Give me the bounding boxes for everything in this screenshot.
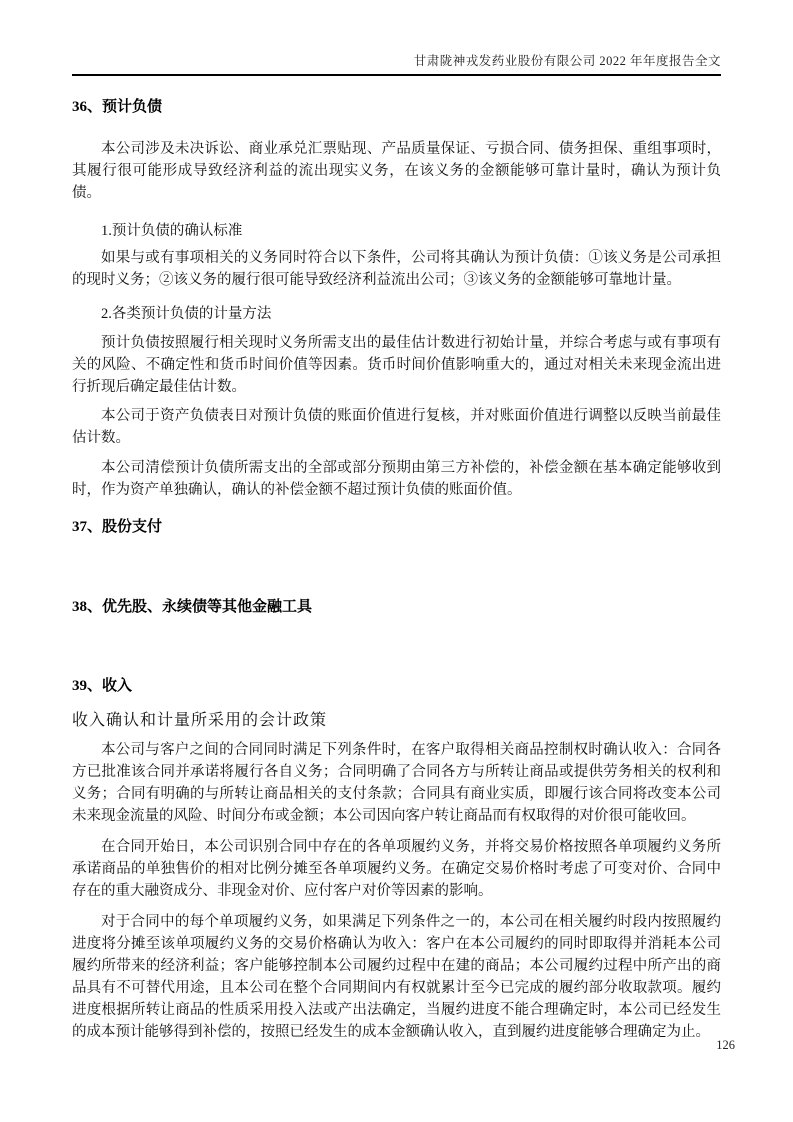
section-36-paragraph-2: 如果与或有事项相关的义务同时符合以下条件，公司将其确认为预计负债：①该义务是公司承担的现时义务；②该义务的履行很可能导致经济利益流出公司；③该义务的金额能够可靠地计量。 <box>72 250 721 288</box>
page-header <box>72 0 721 76</box>
section-36-item-1-label: 1.预计负债的确认标准 <box>101 223 243 239</box>
section-36-paragraph-3: 预计负债按照履行相关现时义务所需支出的最佳估计数进行初始计量，并综合考虑与或有事项有关的风险、不确定性和货币时间价值等因素。货币时间价值影响重大的，通过对相关未来现金流出进行折现后确定最佳估计数。 <box>72 335 721 395</box>
section-37-heading: 37、股份支付 <box>72 519 163 535</box>
page-content <box>72 97 721 1043</box>
section-36-paragraph-1: 本公司涉及未决诉讼、商业承兑汇票贴现、产品质量保证、亏损合同、债务担保、重组事项时，其履行很可能形成导致经济利益的流出现实义务，在该义务的金额能够可靠计量时，确认为预计负债。 <box>72 141 721 201</box>
page-number: 126 <box>716 1038 735 1052</box>
page-footer <box>716 1038 735 1053</box>
section-38-heading: 38、优先股、永续债等其他金融工具 <box>72 599 313 615</box>
section-39-paragraph-3: 对于合同中的每个单项履约义务，如果满足下列条件之一的，本公司在相关履约时段内按照履约进度将分摊至该单项履约义务的交易价格确认为收入：客户在本公司履约的同时即取得并消耗本公司履约所带来的经济利益；客户能够控制本公司履约过程中在建的商品；本公司履约过程中所产出的商品具有不可替代用途，且本公司在整个合同期间内有权就累计至今已完成的履约部分收取款项。履约进度根据所转让商品的性质采用投入法或产出法确定，当履约进度不能合理确定时，本公司已经发生的成本预计能够得到补偿的，按照已经发生的成本金额确认收入，直到履约进度能够合理确定为止。 <box>72 914 721 1040</box>
section-36-item-2-label: 2.各类预计负债的计量方法 <box>101 306 272 322</box>
section-39-heading: 39、收入 <box>72 678 133 694</box>
section-39-paragraph-2: 在合同开始日，本公司识别合同中存在的各单项履约义务，并将交易价格按照各单项履约义务所承诺商品的单独售价的相对比例分摊至各单项履约义务。在确定交易价格时考虑了可变对价、合同中存在的重大融资成分、非现金对价、应付客户对价等因素的影响。 <box>72 839 721 899</box>
revenue-policy-label: 收入确认和计量所采用的会计政策 <box>72 712 328 729</box>
section-36-paragraph-5: 本公司清偿预计负债所需支出的全部或部分预期由第三方补偿的，补偿金额在基本确定能够收到时，作为资产单独确认，确认的补偿金额不超过预计负债的账面价值。 <box>72 460 721 498</box>
section-39-paragraph-1: 本公司与客户之间的合同同时满足下列条件时，在客户取得相关商品控制权时确认收入：合同各方已批准该合同并承诺将履行各自义务；合同明确了合同各方与所转让商品或提供劳务相关的权利和义务；合同有明确的与所转让商品相关的支付条款；合同具有商业实质，即履行该合同将改变本公司未来现金流量的风险、时间分布或金额；本公司因向客户转让商品而有权取得的对价很可能收回。 <box>72 742 721 824</box>
report-header-title: 甘肃陇神戎发药业股份有限公司 2022 年年度报告全文 <box>413 54 721 68</box>
section-36-paragraph-4: 本公司于资产负债表日对预计负债的账面价值进行复核，并对账面价值进行调整以反映当前最佳估计数。 <box>72 408 721 446</box>
section-36-heading: 36、预计负债 <box>72 99 163 115</box>
